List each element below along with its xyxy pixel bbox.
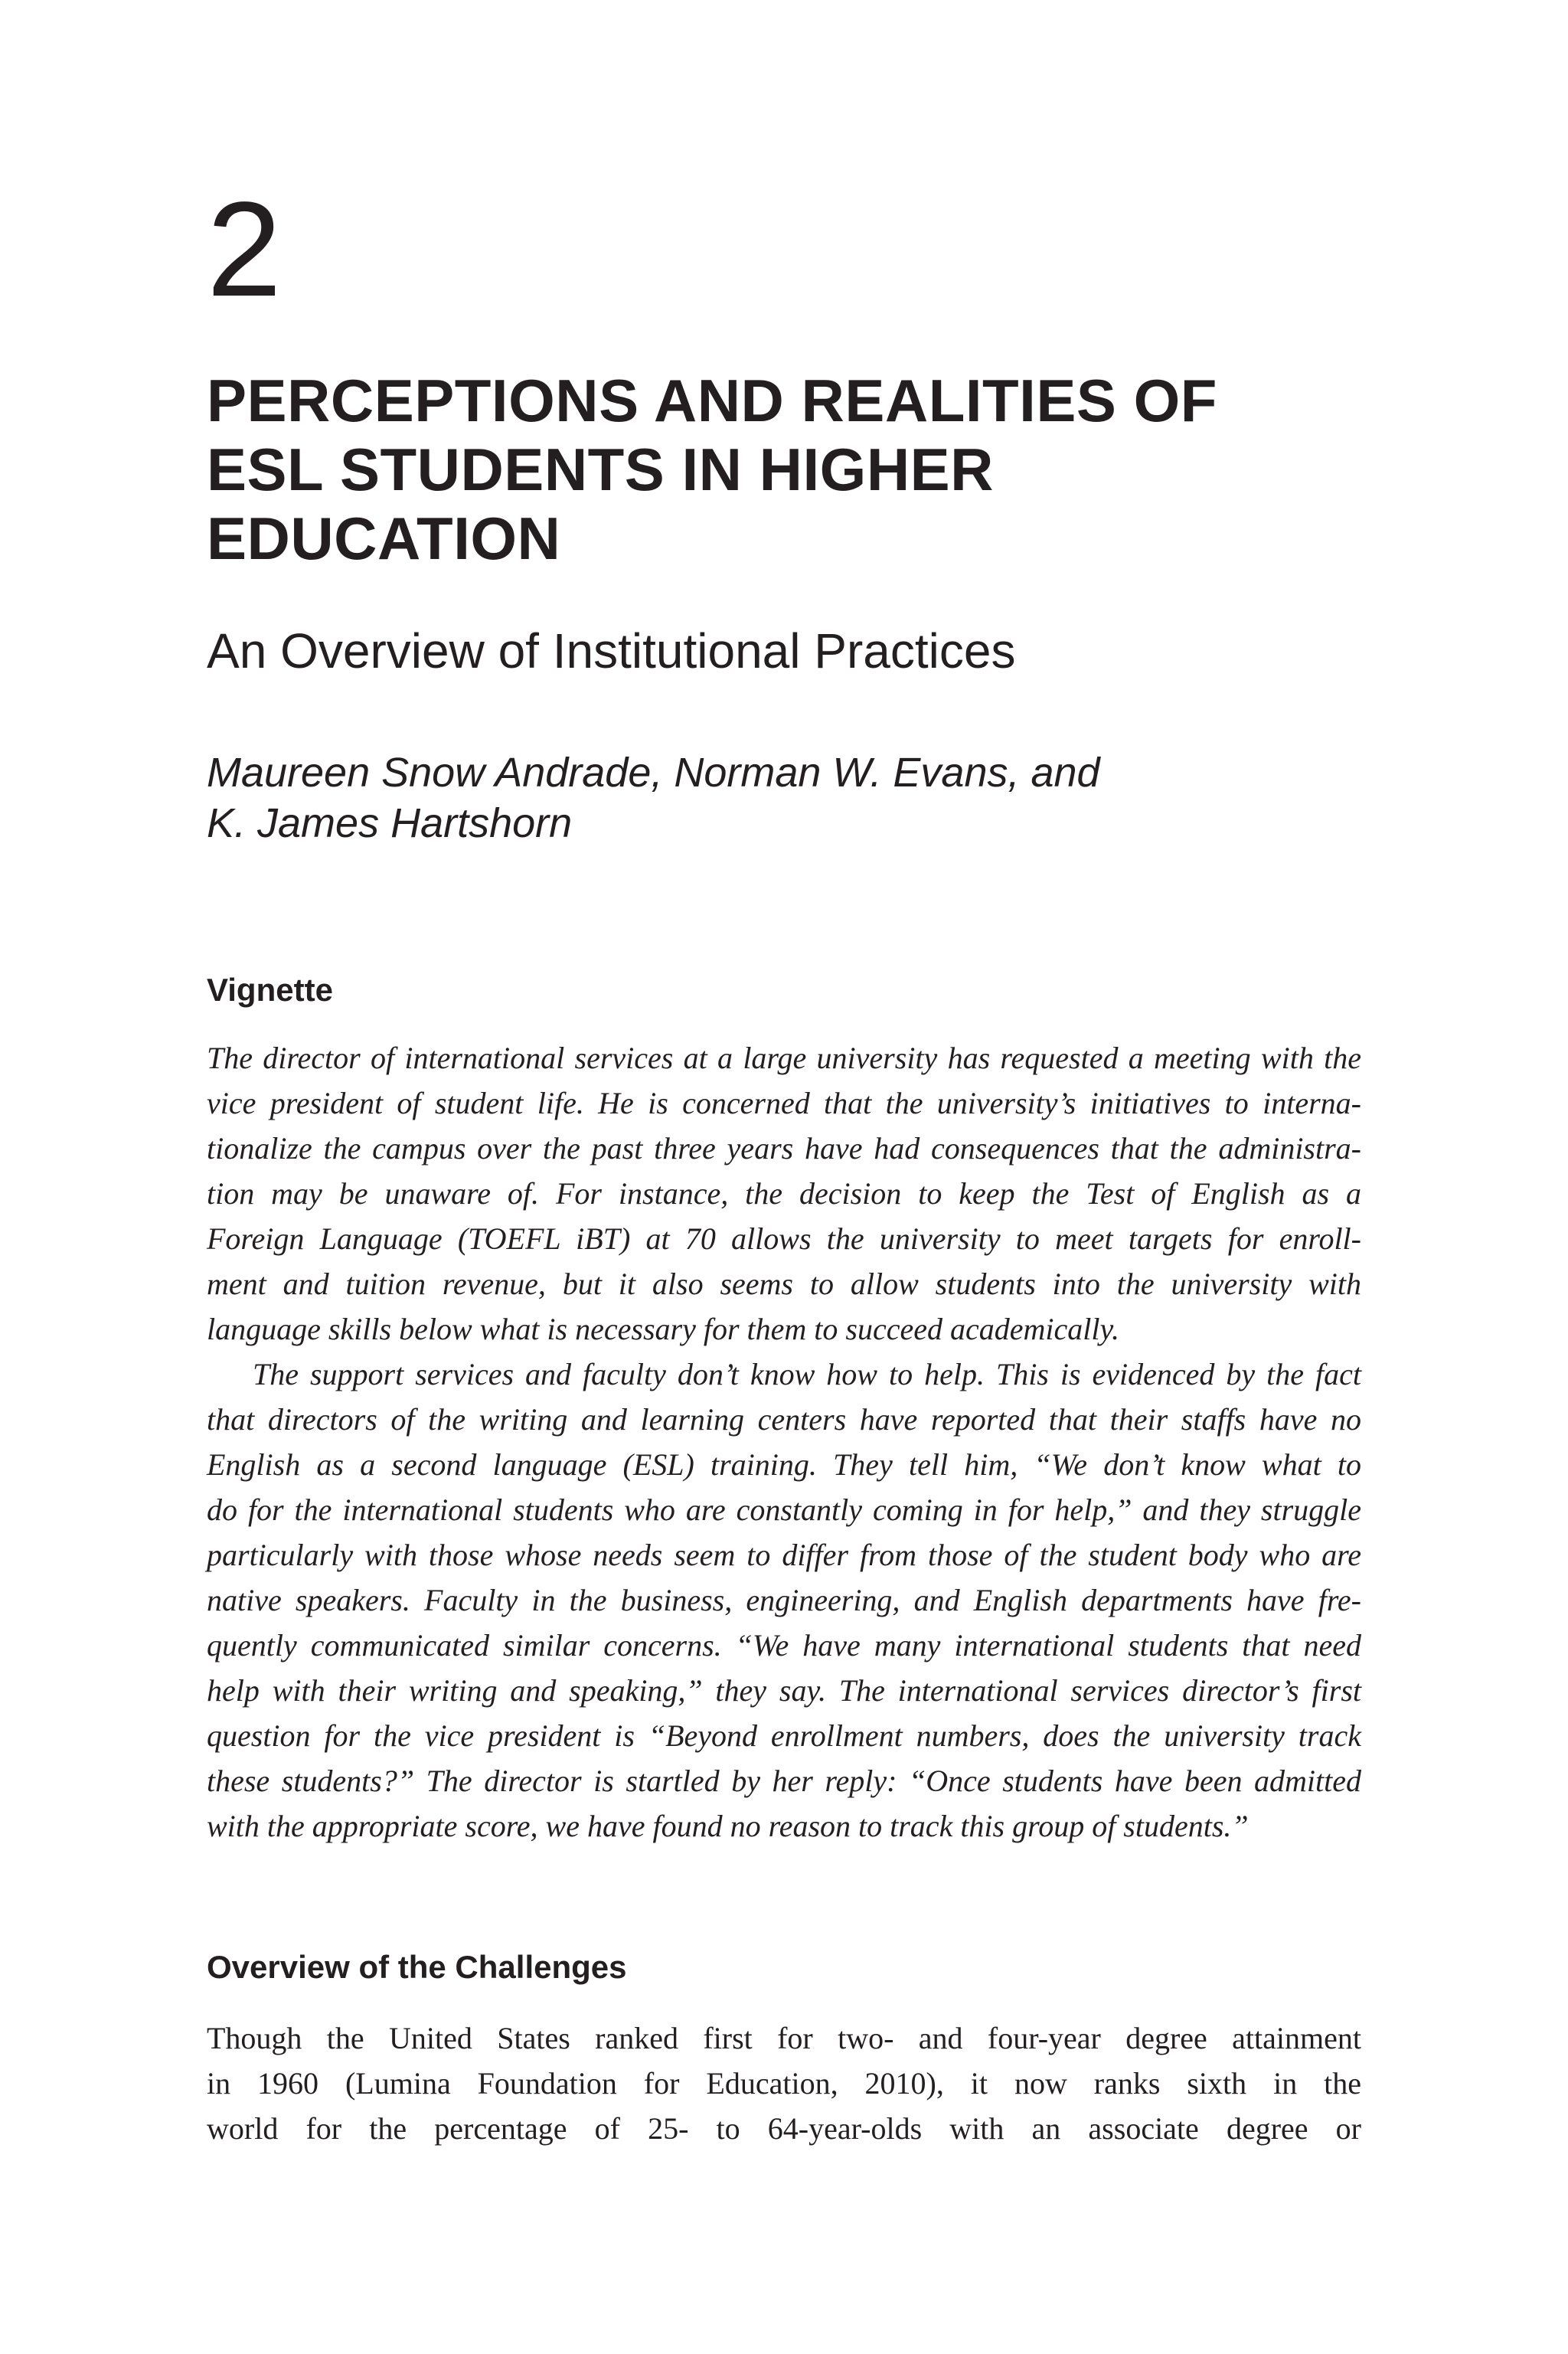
author-line: K. James Hartshorn: [207, 800, 573, 846]
text-line: native speakers. Faculty in the business, engineering, and English departments have fre-: [207, 1583, 1361, 1617]
text-line: these students?” The director is startled by her reply: “Once students have been admitted: [207, 1764, 1361, 1798]
chapter-title-line: ESL STUDENTS IN HIGHER: [207, 436, 995, 503]
text-line: that directors of the writing and learning centers have reported that their staffs have no: [207, 1402, 1361, 1437]
author-line: Maureen Snow Andrade, Norman W. Evans, and: [207, 750, 1100, 796]
text-line: do for the international students who are constantly coming in for help,” and they struggle: [207, 1493, 1361, 1527]
text-line: The support services and faculty don’t know how to help. This is evidenced by the fact: [253, 1357, 1361, 1391]
chapter-authors: [207, 747, 1100, 848]
text-line: help with their writing and speaking,” they say. The international services director’s first: [207, 1673, 1361, 1708]
vignette-text: [207, 1035, 1361, 1849]
text-line: vice president of student life. He is concerned that the university’s initiatives to interna-: [207, 1086, 1361, 1120]
text-line: English as a second language (ESL) training. They tell him, “We don’t know what to: [207, 1447, 1361, 1482]
chapter-title-line: EDUCATION: [207, 505, 561, 572]
text-line: in 1960 (Lumina Foundation for Education, 2010), it now ranks sixth in the: [207, 2066, 1361, 2101]
text-line: Foreign Language (TOEFL iBT) at 70 allows the university to meet targets for enroll-: [207, 1221, 1361, 1256]
text-line: world for the percentage of 25- to 64-year-olds with an associate degree or: [207, 2111, 1361, 2146]
text-line: Though the United States ranked first for two- and four-year degree attainment: [207, 2021, 1361, 2055]
vignette-heading: Vignette: [207, 972, 333, 1008]
text-line: with the appropriate score, we have found no reason to track this group of students.”: [207, 1809, 1249, 1843]
text-line: language skills below what is necessary for them to succeed academically.: [207, 1312, 1119, 1346]
chapter-title: [207, 366, 1355, 573]
chapter-number: 2: [207, 175, 282, 325]
text-line: tion may be unaware of. For instance, the decision to keep the Test of English as a: [207, 1176, 1361, 1211]
text-line: ment and tuition revenue, but it also seems to allow students into the university with: [207, 1267, 1361, 1301]
text-line: question for the vice president is “Beyond enrollment numbers, does the university track: [207, 1718, 1361, 1753]
text-line: quently communicated similar concerns. “We have many international students that need: [207, 1628, 1361, 1663]
text-line: The director of international services at a large university has requested a meeting with the: [207, 1041, 1361, 1075]
overview-text: [207, 2016, 1361, 2151]
overview-heading: Overview of the Challenges: [207, 1949, 627, 1985]
chapter-title-line: PERCEPTIONS AND REALITIES OF: [207, 367, 1217, 434]
text-line: particularly with those whose needs seem to differ from those of the student body who are: [207, 1538, 1361, 1572]
text-line: tionalize the campus over the past three years have had consequences that the administra-: [207, 1131, 1361, 1166]
chapter-subtitle: An Overview of Institutional Practices: [207, 623, 1016, 678]
